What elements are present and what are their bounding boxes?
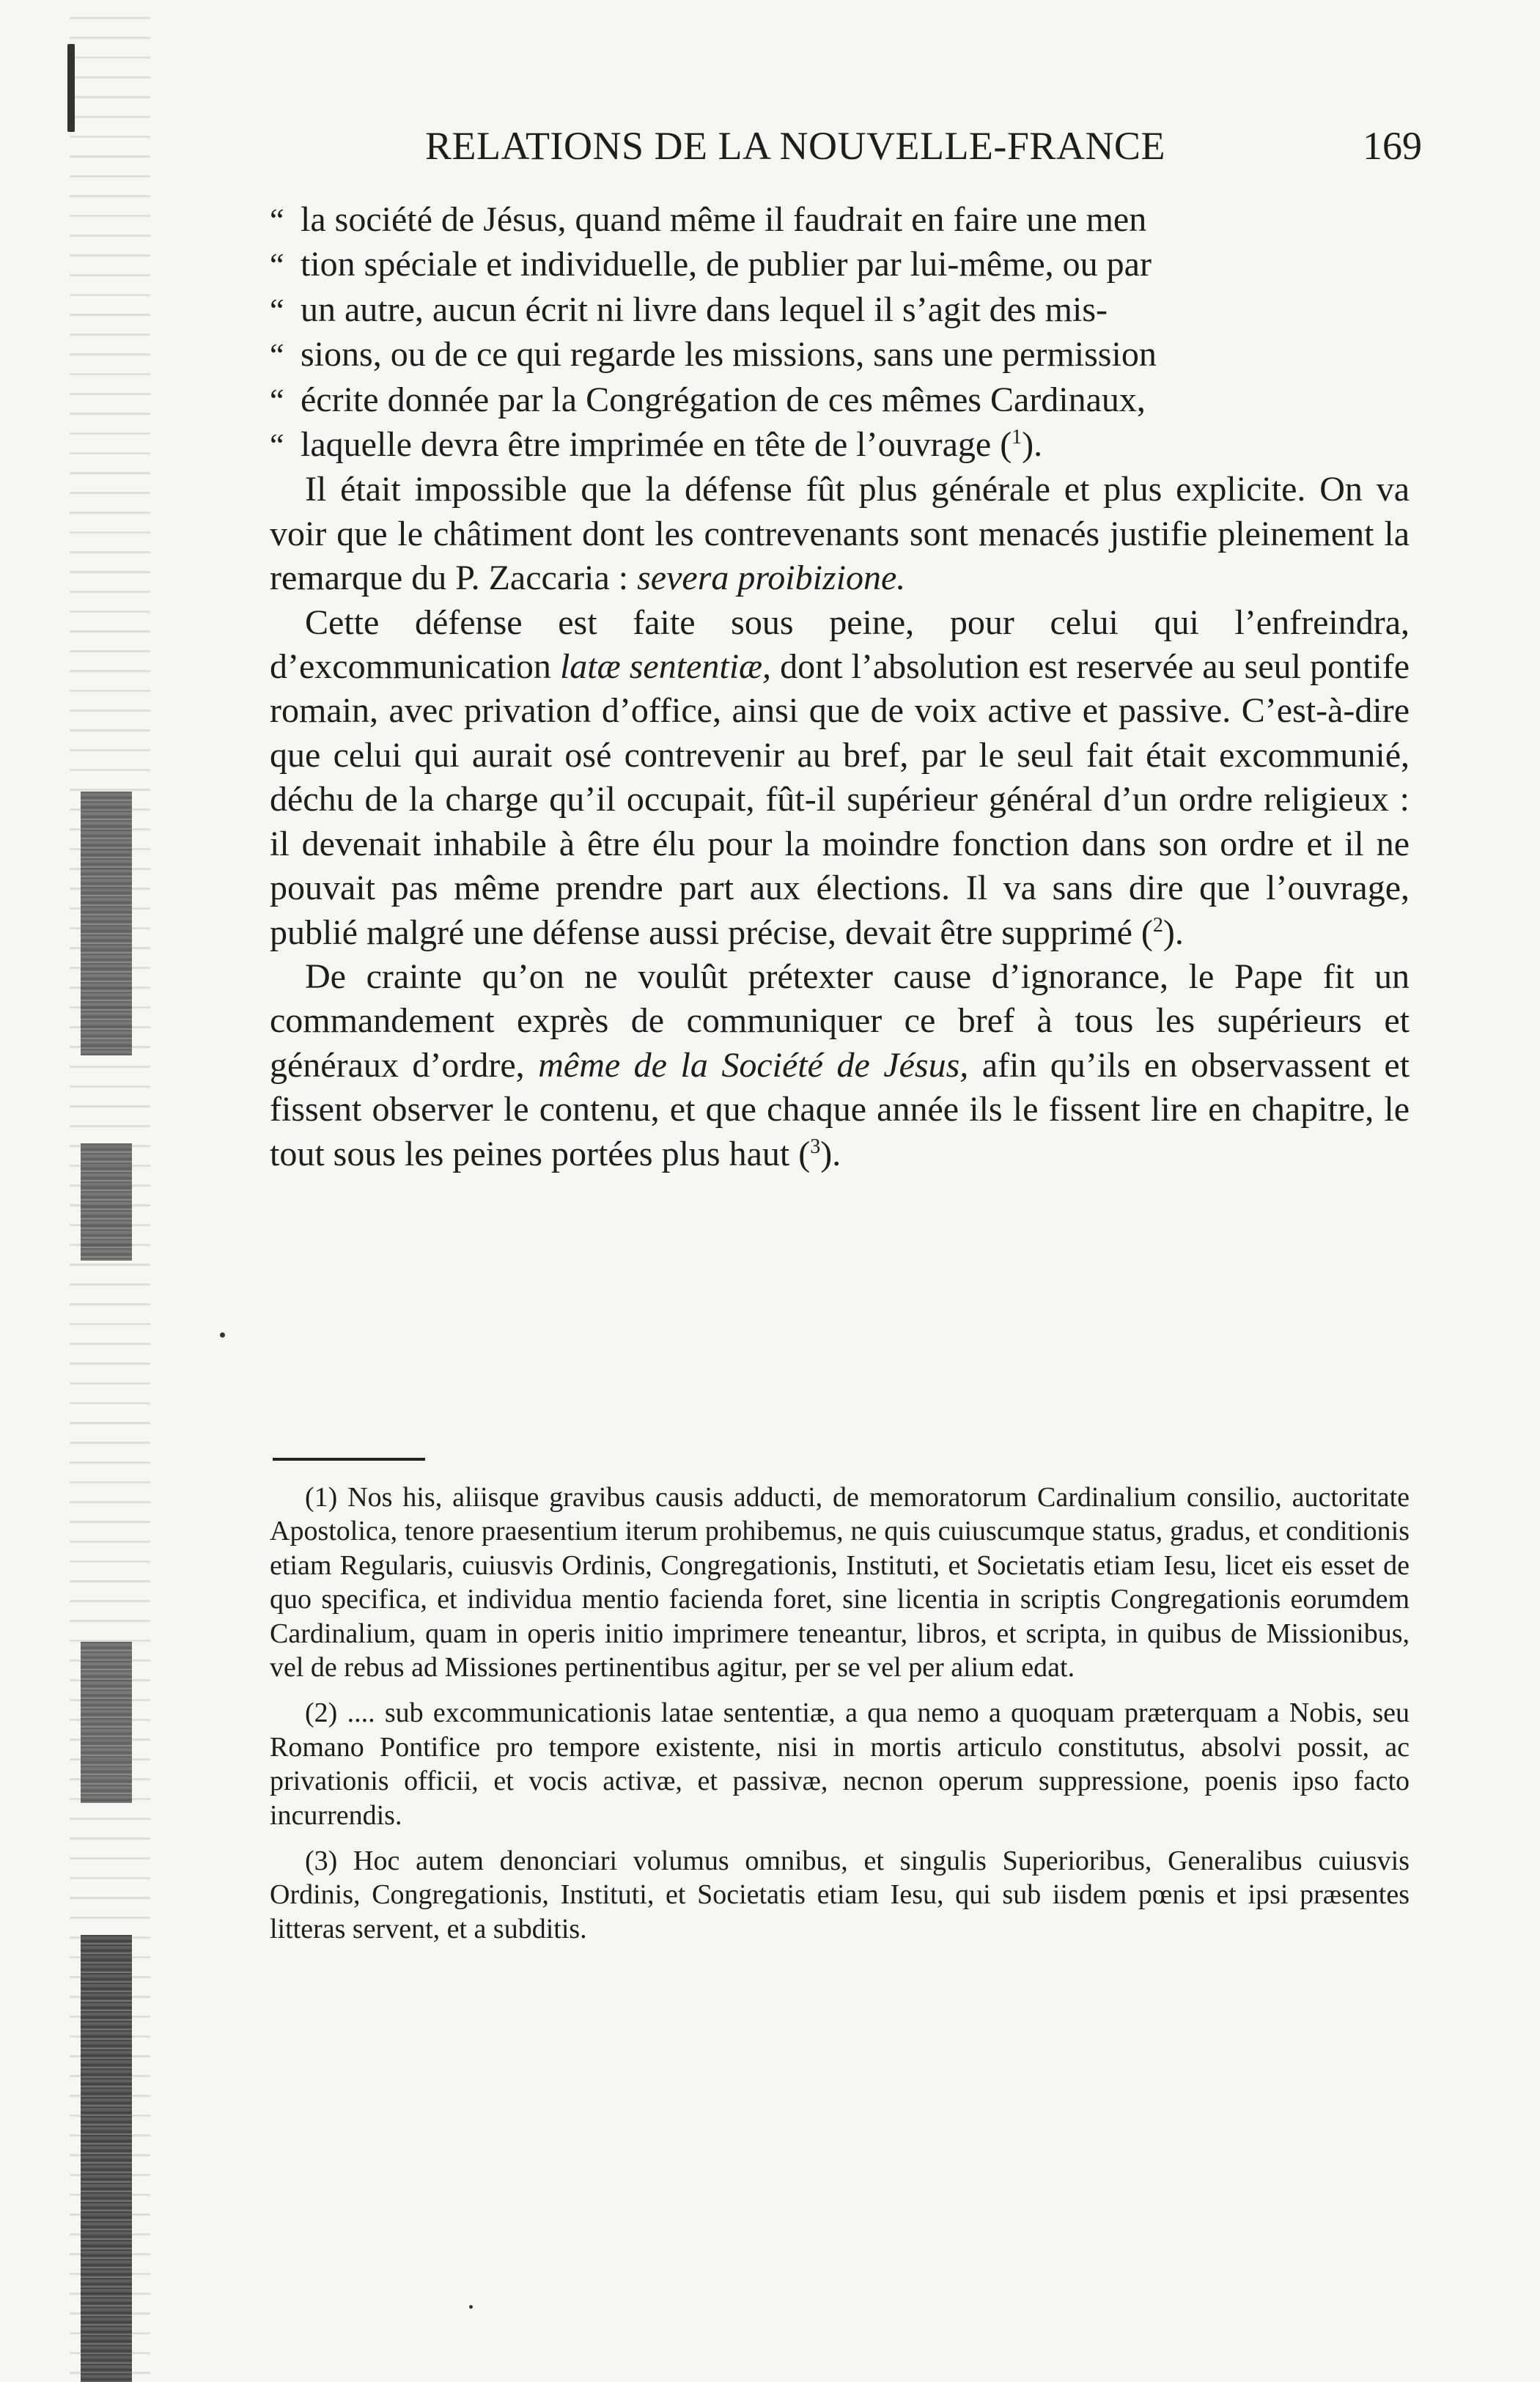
binding-shadow <box>81 792 132 1055</box>
italic-text: même de la Société de Jésus, <box>538 1045 969 1085</box>
paragraph: Il était impossible que la défense fût plus générale et plus explicite. On va voir que le châtiment dont les contrevenants sont menacés justifie pleinement la remarque du P. Zaccaria : severa proibizione. <box>270 470 1410 598</box>
running-title: RELATIONS DE LA NOUVELLE-FRANCE <box>425 124 1165 168</box>
quote-line: “ tion spéciale et individuelle, de publier par lui-même, ou par <box>270 243 1410 287</box>
italic-text: severa proibizione. <box>637 558 906 598</box>
binding-shadow <box>81 1143 132 1261</box>
footnote-rule <box>273 1458 425 1461</box>
ink-speck <box>67 44 75 132</box>
quote-line: “ écrite donnée par la Congrégation de ces mêmes Cardinaux, <box>270 378 1410 423</box>
quote-line: “ un autre, aucun écrit ni livre dans lequel il s’agit des mis- <box>270 288 1410 333</box>
footnote: (2) .... sub excommunicationis latae sententiæ, a qua nemo a quoquam præterquam a Nobis, seu Romano Pontifice pro tempore existente, nisi in mortis articulo constitutus, absolvi possit, ac privationis officii, et vocis activæ, et passivæ, necnon operum suppressione, poenis ipso facto incurrendis. <box>270 1697 1410 1831</box>
binding-shadow <box>81 1642 132 1803</box>
quote-mark: “ <box>270 292 284 328</box>
footnotes <box>270 1481 1410 1958</box>
quote-line: “ sions, ou de ce qui regarde les missions, sans une permission <box>270 333 1410 377</box>
quote-line: “ laquelle devra être imprimée en tête de l’ouvrage ($^1$). <box>270 423 1410 468</box>
quote-mark: “ <box>270 337 284 374</box>
ink-speck <box>469 2305 473 2309</box>
footnote: (1) Nos his, aliisque gravibus causis adducti, de memoratorum Cardinalium consilio, auctoritate Apostolica, tenore praesentium iterum prohibemus, ne quis cuiuscumque status, gradus, et conditionis etiam Regularis, cuiusvis Ordinis, Congregationis, Instituti, et Societatis etiam Iesu, licet eis esset de quo specifica, et individua mentio facienda foret, sine licentia in scriptis Congregationis eorumdem Cardinalium, quam in operis initio imprimere teneantur, libros, et scripta, in quibus de Missionibus, vel de rebus ad Missiones pertinentibus agitur, per se vel per alium edat. <box>270 1482 1410 1684</box>
quote-mark: “ <box>270 382 284 418</box>
ink-speck <box>220 1332 225 1338</box>
footnote: (3) Hoc autem denonciari volumus omnibus, et singulis Superioribus, Generalibus cuiusvis Ordinis, Congregationis, Instituti, et Societatis etiam Iesu, qui sub iisdem pœnis et ipsi præsentes litteras servent, et a subditis. <box>270 1846 1410 1944</box>
running-head <box>279 123 1422 182</box>
main-text <box>270 198 1410 1176</box>
quote-mark: “ <box>270 427 284 464</box>
italic-text: latæ sententiæ, <box>559 647 772 687</box>
quote-line: “ la société de Jésus, quand même il faudrait en faire une men <box>270 198 1410 243</box>
paragraph: De crainte qu’on ne voulût prétexter cause d’ignorance, le Pape fit un commandement exprès de communiquer ce bref à tous les supérieurs et généraux d’ordre, même de la Société de Jésus, afin qu’ils en observassent et fissent observer le contenu, et que chaque année ils le fissent lire en chapitre, le tout sous les peines portées plus haut ($^3$). <box>270 956 1410 1173</box>
footnote-ref: 3 <box>810 1135 821 1158</box>
quote-mark: “ <box>270 247 284 284</box>
footnote-ref: 2 <box>1152 913 1163 937</box>
footnote-ref: 1 <box>1012 426 1023 449</box>
paragraph: Cette défense est faite sous peine, pour celui qui l’enfreindra, d’excommunication latæ sententiæ, dont l’absolution est reservée au seul pontife romain, avec privation d’office, ainsi que de voix active et passive. C’est-à-dire que celui qui aurait osé contrevenir au bref, par le seul fait était excommunié, déchu de la charge qu’il occupait, fût-il supérieur général d’un ordre religieux : il devenait inhabile à être élu pour la moindre fonction dans son ordre et il ne pouvait pas même prendre part aux élections. Il va sans dire que l’ouvrage, publié malgré une défense aussi précise, devait être supprimé ($^2$). <box>270 602 1410 952</box>
page-number: 169 <box>1363 124 1422 168</box>
quote-mark: “ <box>270 202 284 238</box>
binding-shadow <box>81 1935 132 2382</box>
